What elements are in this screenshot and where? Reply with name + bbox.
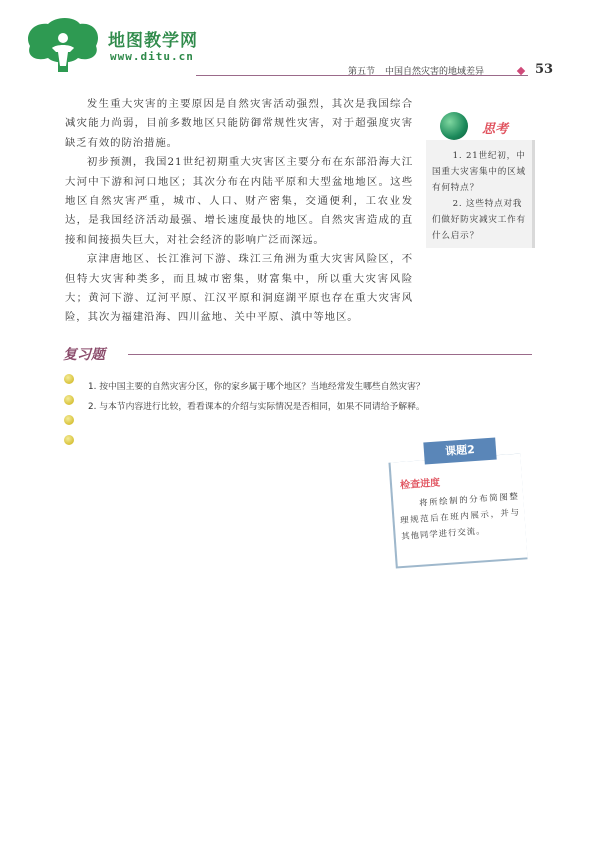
think-questions <box>432 148 528 244</box>
paragraph-1: 发生重大灾害的主要原因是自然灾害活动强烈，其次是我国综合减灾能力尚弱，目前多数地区只能防御常规性灾害，对于超强度灾害缺乏有效的防治措施。 <box>65 98 413 149</box>
paragraph-2: 初步预测，我国21世纪初期重大灾害区主要分布在东部沿海大江大河中下游和河口地区；其次分布在内陆平原和大型盆地地区。这些地区自然灾害严重，城市、人口、财产密集，交通便利，工农业发达，是我国经济活动最强、增长速度最快的地区。自然灾害造成的直接和间接损失巨大，对社会经济的影响广泛而深远。 <box>65 156 413 246</box>
diamond-icon <box>517 67 525 75</box>
paragraph-3: 京津唐地区、长江淮河下游、珠江三角洲为重大灾害风险区，不但特大灾害种类多，而且城市密集，财富集中，所以重大灾害风险大；黄河下游、辽河平原、江汉平原和洞庭湖平原也存在重大灾害风险，其次为福建沿海、四川盆地、关中平原、滇中等地区。 <box>65 253 413 324</box>
bullet-icon <box>64 395 74 405</box>
brand-url: www.ditu.cn <box>110 50 194 63</box>
globe-icon <box>440 112 468 140</box>
think-question-1: 1. 21世纪初，中国重大灾害集中的区域有何特点？ <box>432 151 526 193</box>
review-title: 复习题 <box>63 347 105 363</box>
review-question-1: 1. 按中国主要的自然灾害分区，你的家乡属于哪个地区？当地经常发生哪些自然灾害？ <box>88 382 425 392</box>
tree-logo-icon <box>22 18 104 74</box>
review-rule <box>128 354 532 355</box>
section-label: 第五节 <box>348 67 376 77</box>
review-question-2: 2. 与本节内容进行比较，看看课本的介绍与实际情况是否相同，如果不同请给予解释。 <box>88 402 425 412</box>
project-subtitle: 检查进度 <box>399 477 441 492</box>
think-question-2: 2. 这些特点对我们做好防灾减灾工作有什么启示？ <box>432 199 526 241</box>
think-title: 思考 <box>482 122 509 137</box>
section-title: 中国自然灾害的地域差异 <box>385 67 485 77</box>
page-number: 53 <box>535 62 554 77</box>
brand-title: 地图教学网 <box>108 31 198 51</box>
main-text <box>65 95 413 328</box>
running-header <box>348 64 484 77</box>
bullet-icon <box>64 435 74 445</box>
bullet-icon <box>64 374 74 384</box>
project-tag: 课题2 <box>423 438 496 465</box>
bullet-icon <box>64 415 74 425</box>
project-text: 将所绘制的分布简图整理规范后在班内展示，并与其他同学进行交流。 <box>399 490 521 542</box>
